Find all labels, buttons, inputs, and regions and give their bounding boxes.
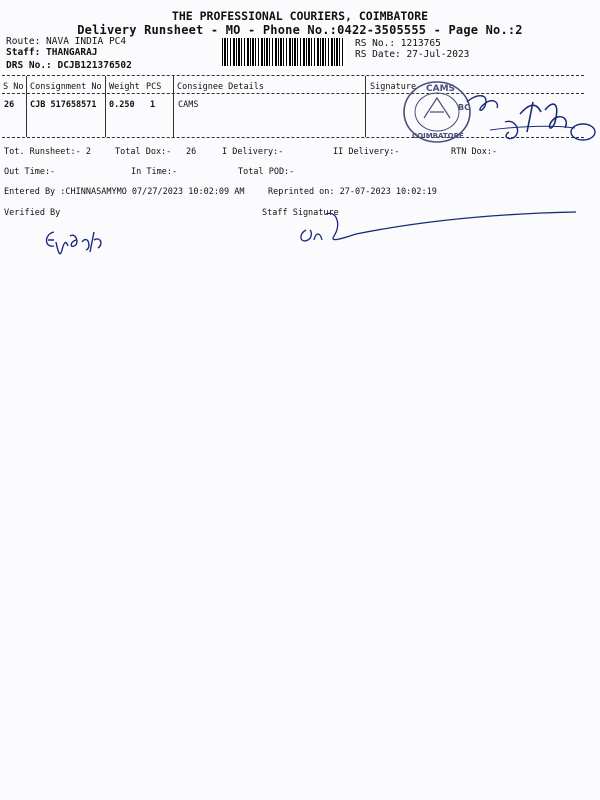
staff-signature — [296, 200, 600, 250]
verifier-signature — [40, 222, 130, 262]
total-runsheet: Tot. Runsheet:- 2 — [4, 147, 91, 157]
col-divider — [26, 76, 27, 137]
total-pod: Total POD:- — [238, 167, 295, 177]
barcode — [222, 38, 345, 66]
rs-date: RS Date: 27-Jul-2023 — [355, 49, 470, 60]
table-top-rule — [2, 75, 584, 76]
total-dox-value: 26 — [186, 147, 197, 157]
col-divider — [173, 76, 174, 137]
col-header-consignee: Consignee Details — [177, 82, 264, 92]
col-header-pcs: PCS — [146, 82, 162, 92]
second-delivery: II Delivery:- — [333, 147, 400, 157]
row-weight: 0.250 — [109, 100, 135, 110]
company-name: THE PROFESSIONAL COURIERS, COIMBATORE — [171, 9, 429, 23]
col-header-consignment: Consignment No — [30, 82, 102, 92]
document-title: Delivery Runsheet - MO - Phone No.:0422-3505555 - Page No.:2 — [77, 23, 523, 37]
col-header-signature: Signature — [370, 82, 417, 92]
staff-label: Staff: THANGARAJ — [6, 47, 98, 58]
col-header-sno: S No — [3, 82, 24, 92]
col-divider — [105, 76, 106, 137]
stamp-top-text: CAMS — [426, 84, 456, 94]
row-consignee: CAMS — [178, 100, 199, 110]
return-dox: RTN Dox:- — [451, 147, 498, 157]
in-time: In Time:- — [131, 167, 178, 177]
first-delivery: I Delivery:- — [222, 147, 284, 157]
drs-number: DRS No.: DCJB121376502 — [6, 60, 132, 71]
row-consignment: CJB 517658571 — [30, 100, 97, 110]
row-pcs: 1 — [150, 100, 156, 110]
row-sno: 26 — [4, 100, 15, 110]
rs-number: RS No.: 1213765 — [355, 38, 441, 49]
out-time: Out Time:- — [4, 167, 56, 177]
total-dox-label: Total Dox:- — [115, 147, 172, 157]
route-label: Route: NAVA INDIA PC4 — [6, 36, 127, 47]
entered-by: Entered By :CHINNASAMYMO 07/27/2023 10:02:09 AM — [4, 187, 245, 197]
verified-by-label: Verified By — [4, 208, 61, 218]
stamp-bottom-text: COIMBATORE — [412, 132, 464, 140]
col-header-weight: Weight — [109, 82, 140, 92]
col-divider — [365, 76, 366, 137]
receiver-signature — [395, 92, 600, 152]
reprinted-on: Reprinted on: 27-07-2023 10:02:19 — [268, 187, 437, 197]
staff-signature-label: Staff Signature — [262, 208, 339, 218]
stamp-side-text: BC — [458, 103, 470, 112]
